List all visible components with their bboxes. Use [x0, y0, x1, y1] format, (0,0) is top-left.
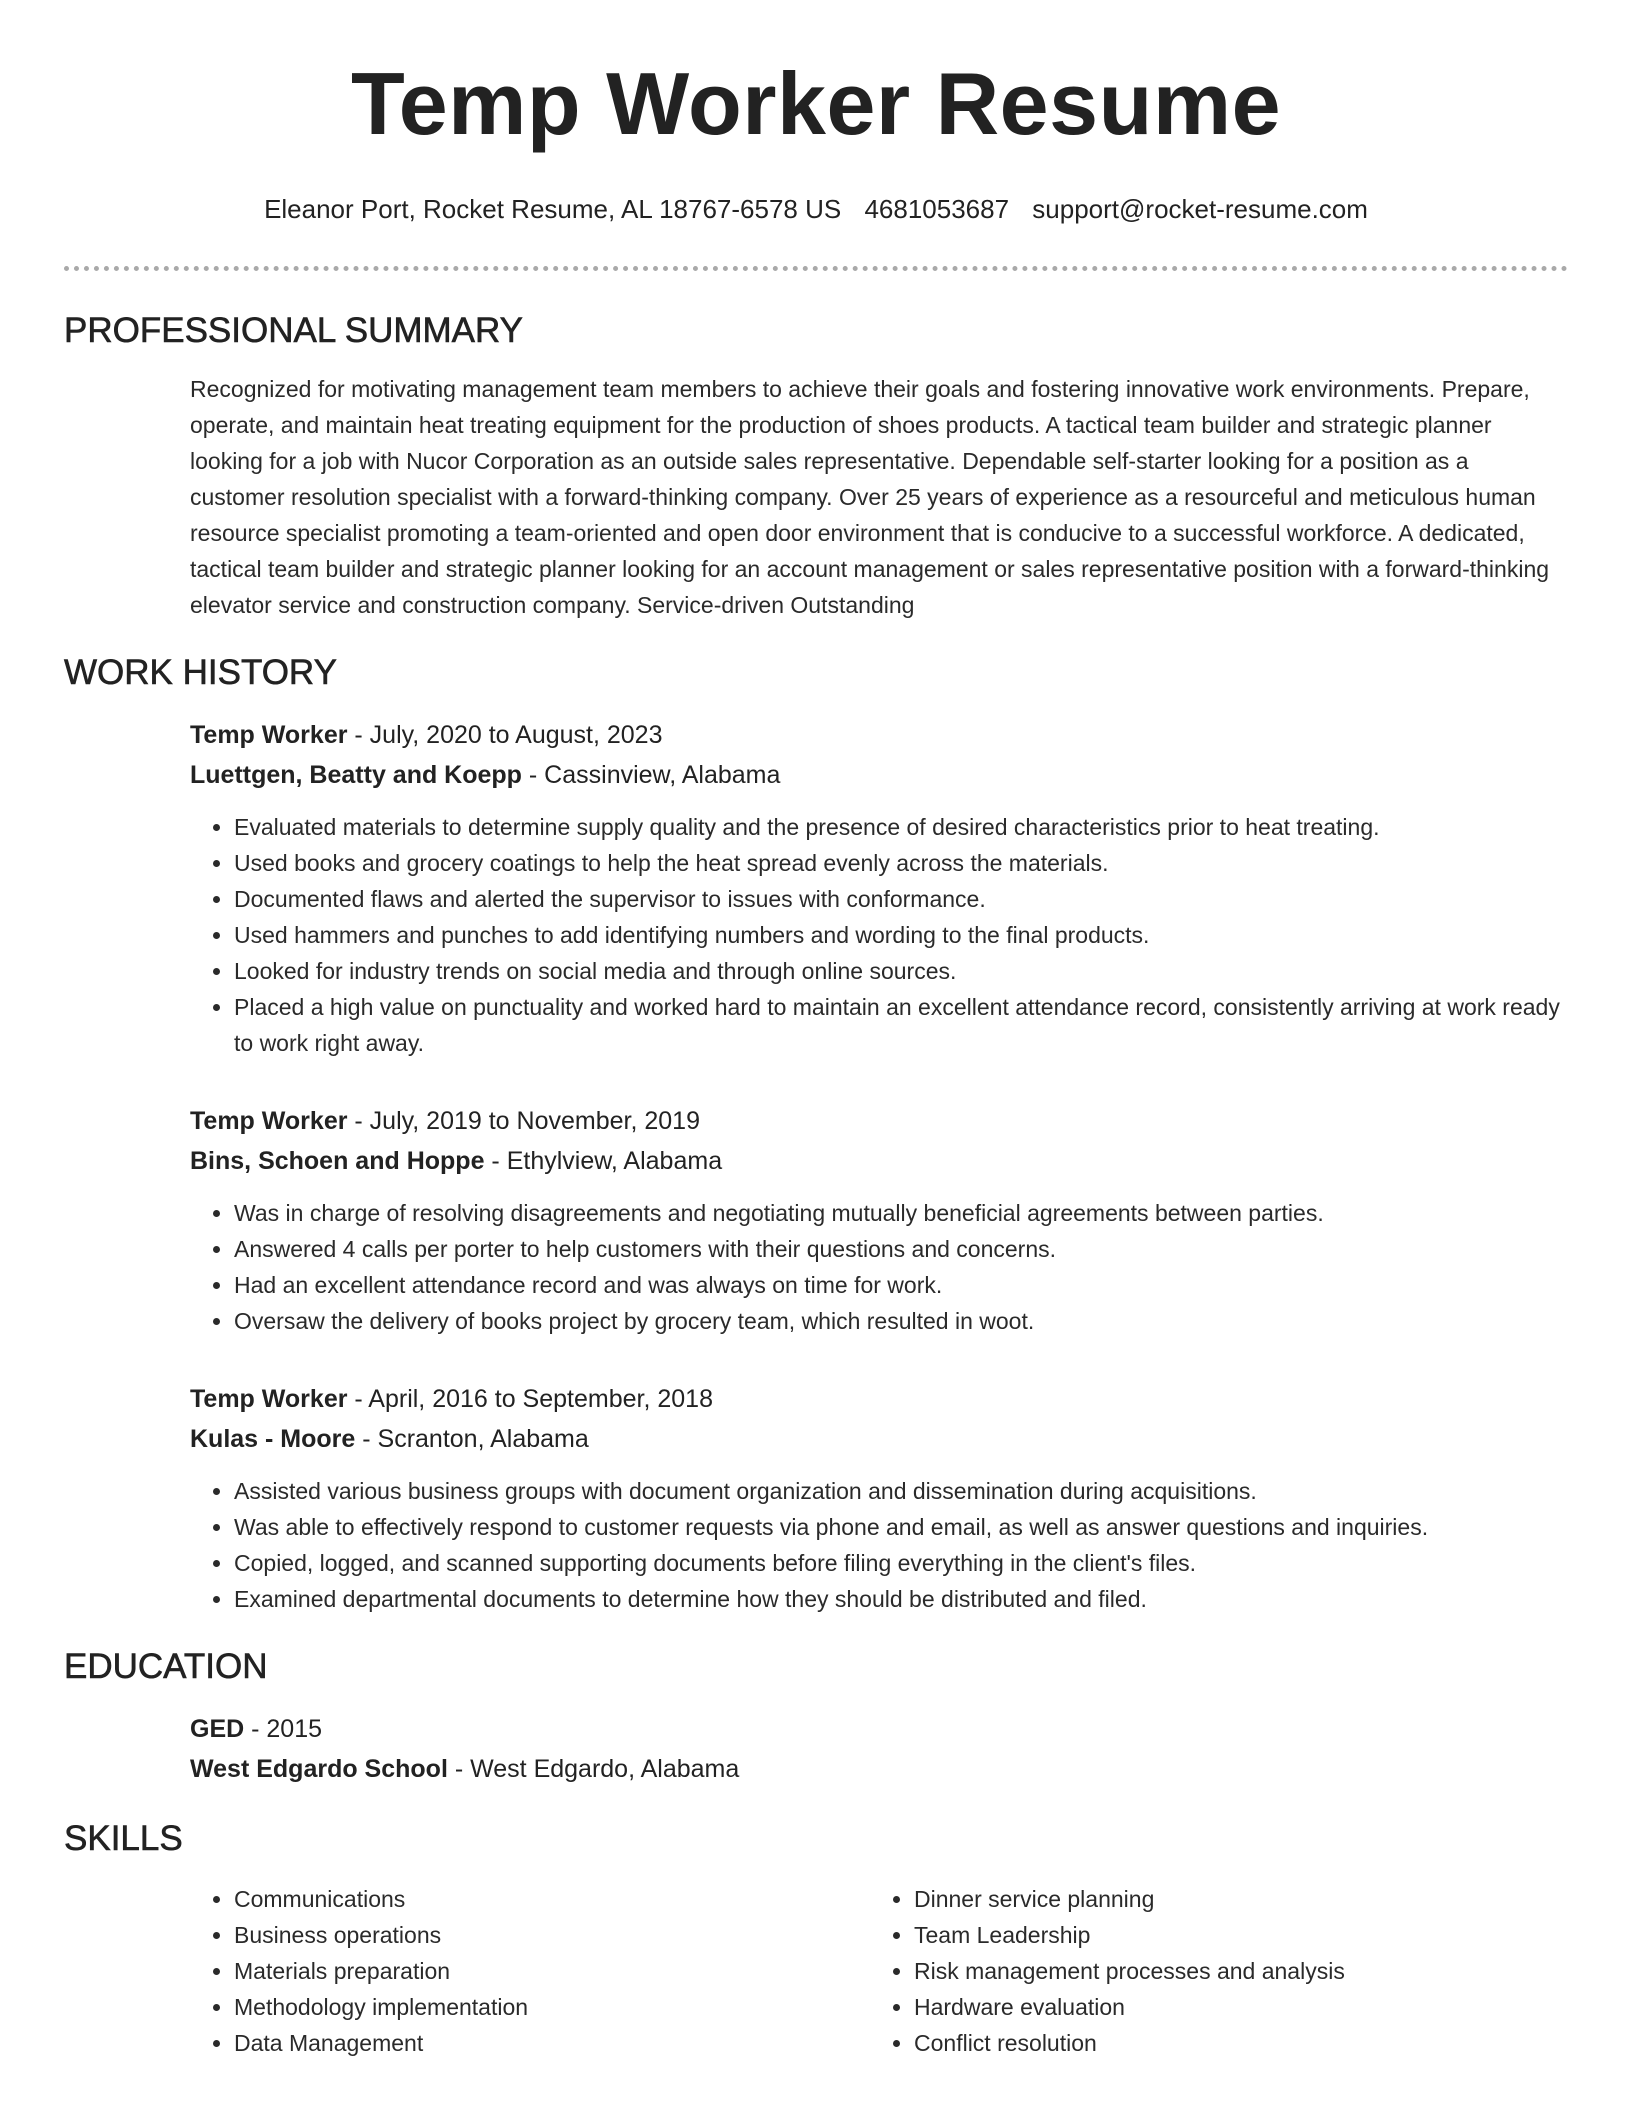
education-degree-line	[190, 1709, 1568, 1749]
skill-item: • Conflict resolution	[914, 2025, 1550, 2061]
job-entry	[190, 1101, 1568, 1339]
job-title-line	[190, 715, 1568, 755]
list-item: • Had an excellent attendance record and was always on time for work.	[234, 1267, 1568, 1303]
skills-section	[64, 1817, 1568, 2061]
resume-header	[64, 0, 1568, 271]
contact-address: Eleanor Port, Rocket Resume, AL 18767-6578 US	[264, 194, 842, 224]
skill-item: • Dinner service planning	[914, 1881, 1550, 1917]
job-bullets	[190, 1195, 1568, 1339]
skills-column-right	[870, 1881, 1550, 2061]
contact-email: support@rocket-resume.com	[1032, 194, 1368, 224]
summary-text: Recognized for motivating management team members to achieve their goals and fostering innovative work environments. Prepare, operate, and maintain heat treating equipment for the production of shoes products. A tactical team builder and strategic planner looking for a job with Nucor Corporation as an outside sales representative. Dependable self-starter looking for a position as a customer resolution specialist with a forward-thinking company. Over 25 years of experience as a resourceful and meticulous human resource specialist promoting a team-oriented and open door environment that is conducive to a successful workforce. A dedicated, tactical team builder and strategic planner looking for an account management or sales representative position with a forward-thinking elevator service and construction company. Service-driven Outstanding	[190, 376, 1550, 618]
summary-body	[64, 371, 1568, 623]
skill-item: • Communications	[234, 1881, 870, 1917]
education-location: - West Edgardo, Alabama	[447, 1755, 740, 1783]
education-school: West Edgardo School	[190, 1755, 448, 1783]
education-year: - 2015	[244, 1715, 323, 1743]
list-item: • Examined departmental documents to determine how they should be distributed and filed.	[234, 1581, 1568, 1617]
resume-title: Temp Worker Resume	[350, 54, 1282, 153]
list-item: • Assisted various business groups with document organization and dissemination during acquisitions.	[234, 1473, 1568, 1509]
skill-item: • Risk management processes and analysis	[914, 1953, 1550, 1989]
job-location: - Scranton, Alabama	[355, 1425, 589, 1453]
list-item: • Was in charge of resolving disagreements and negotiating mutually beneficial agreements between parties.	[234, 1195, 1568, 1231]
summary-section	[64, 309, 1568, 623]
section-title-skills: SKILLS	[64, 1819, 183, 1858]
skills-grid	[64, 1881, 1568, 2061]
job-bullets	[190, 809, 1568, 1061]
job-entry	[190, 715, 1568, 1061]
contact-phone: 4681053687	[864, 194, 1010, 224]
list-item: • Copied, logged, and scanned supporting documents before filing everything in the client's files.	[234, 1545, 1568, 1581]
section-title-work-history: WORK HISTORY	[64, 653, 337, 692]
skills-list	[870, 1881, 1550, 2061]
job-company: Luettgen, Beatty and Koepp	[190, 761, 522, 789]
section-title-education: EDUCATION	[64, 1647, 268, 1686]
skill-item: • Team Leadership	[914, 1917, 1550, 1953]
list-item: • Evaluated materials to determine supply quality and the presence of desired characteristics prior to heat treating.	[234, 809, 1568, 845]
work-history-body	[64, 715, 1568, 1617]
job-role: Temp Worker	[190, 1385, 348, 1413]
job-dates: - April, 2016 to September, 2018	[347, 1385, 713, 1413]
skill-item: • Materials preparation	[234, 1953, 870, 1989]
education-body	[64, 1709, 1568, 1789]
skill-item: • Hardware evaluation	[914, 1989, 1550, 2025]
list-item: • Looked for industry trends on social media and through online sources.	[234, 953, 1568, 989]
list-item: • Was able to effectively respond to customer requests via phone and email, as well as answer questions and inquiries.	[234, 1509, 1568, 1545]
job-company: Bins, Schoen and Hoppe	[190, 1147, 485, 1175]
job-company-line	[190, 755, 1568, 795]
list-item: • Answered 4 calls per porter to help customers with their questions and concerns.	[234, 1231, 1568, 1267]
education-section	[64, 1645, 1568, 1789]
job-company: Kulas - Moore	[190, 1425, 356, 1453]
education-school-line	[190, 1749, 1568, 1789]
skill-item: • Data Management	[234, 2025, 870, 2061]
job-location: - Cassinview, Alabama	[521, 761, 781, 789]
contact-line	[64, 192, 1568, 226]
job-entry	[190, 1379, 1568, 1617]
job-title-line	[190, 1101, 1568, 1141]
list-item: • Oversaw the delivery of books project by grocery team, which resulted in woot.	[234, 1303, 1568, 1339]
list-item: • Used hammers and punches to add identifying numbers and wording to the final products.	[234, 917, 1568, 953]
skills-column-left	[190, 1881, 870, 2061]
job-company-line	[190, 1419, 1568, 1459]
education-degree: GED	[190, 1715, 245, 1743]
skills-list	[190, 1881, 870, 2061]
header-divider	[64, 266, 1568, 271]
list-item: • Used books and grocery coatings to help the heat spread evenly across the materials.	[234, 845, 1568, 881]
skill-item: • Business operations	[234, 1917, 870, 1953]
section-title-summary: PROFESSIONAL SUMMARY	[64, 311, 523, 350]
job-company-line	[190, 1141, 1568, 1181]
job-location: - Ethylview, Alabama	[484, 1147, 723, 1175]
skill-item: • Methodology implementation	[234, 1989, 870, 2025]
work-history-section	[64, 651, 1568, 1617]
job-dates: - July, 2020 to August, 2023	[347, 721, 663, 749]
job-dates: - July, 2019 to November, 2019	[347, 1107, 700, 1135]
job-role: Temp Worker	[190, 721, 348, 749]
job-role: Temp Worker	[190, 1107, 348, 1135]
list-item: • Placed a high value on punctuality and worked hard to maintain an excellent attendance record, consistently arriving at work ready to work right away.	[234, 989, 1568, 1061]
job-bullets	[190, 1473, 1568, 1617]
job-title-line	[190, 1379, 1568, 1419]
list-item: • Documented flaws and alerted the supervisor to issues with conformance.	[234, 881, 1568, 917]
